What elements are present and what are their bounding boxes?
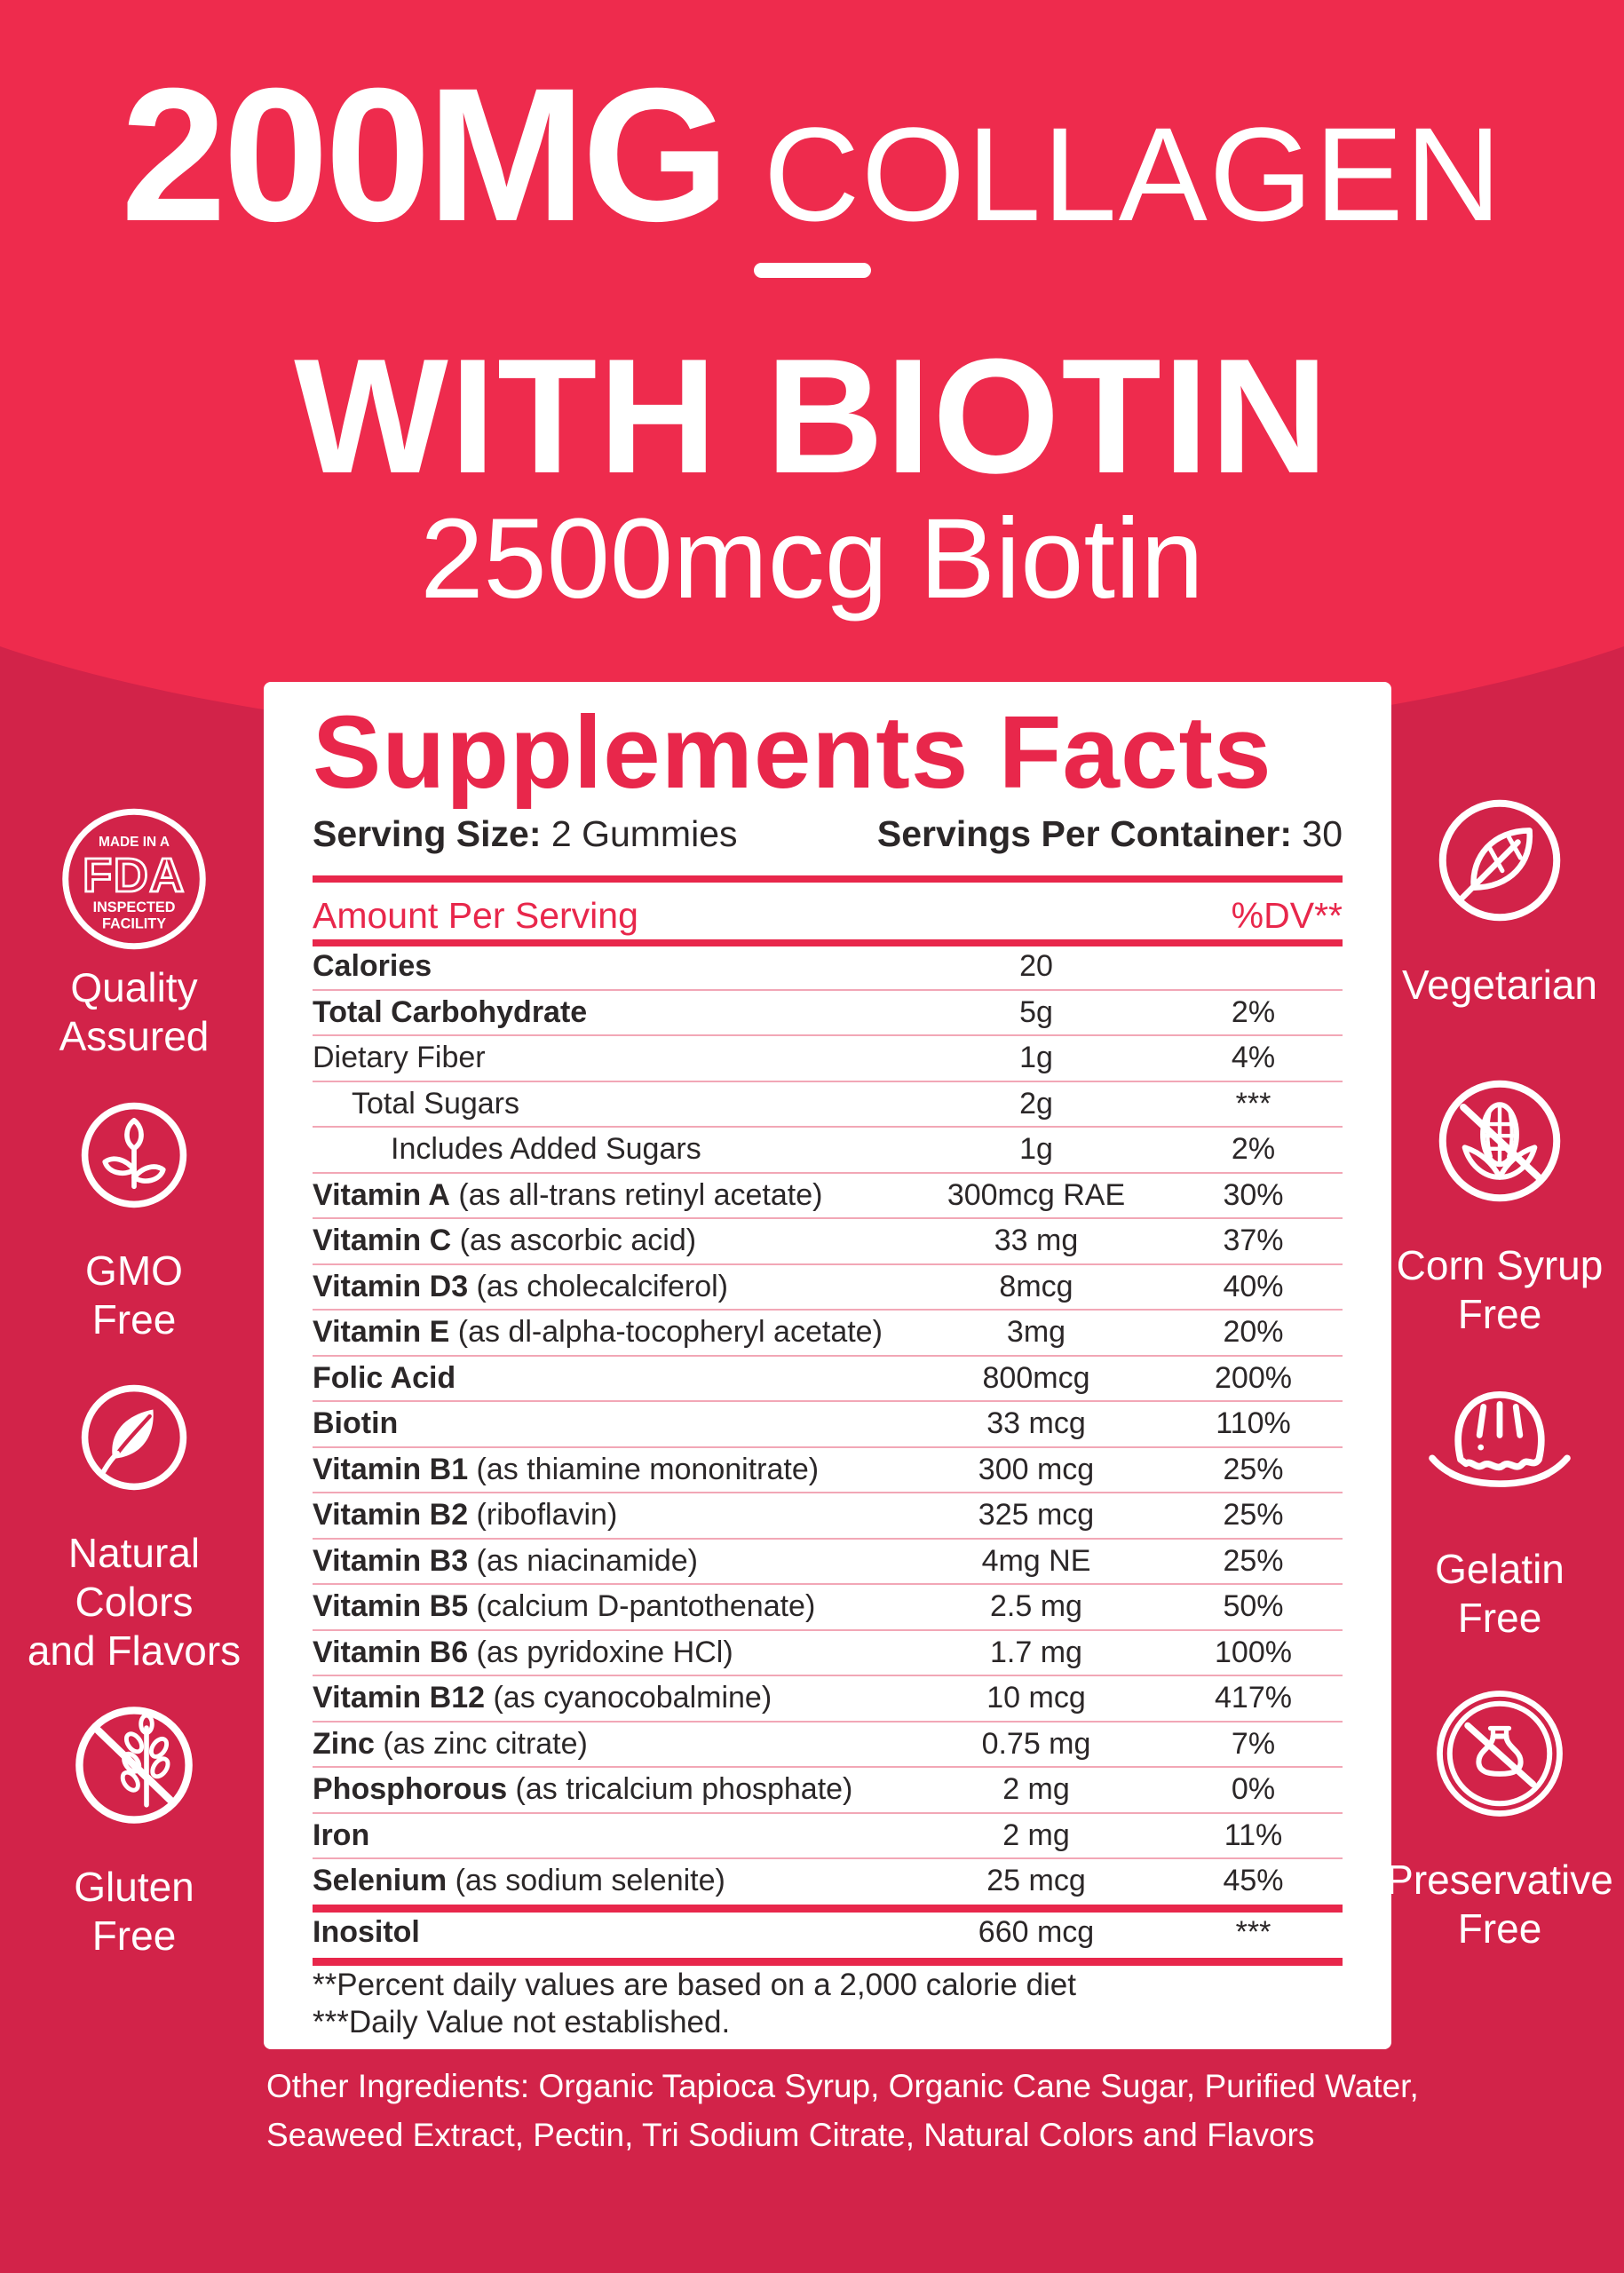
row-desc: (as cholecalciferol): [468, 1269, 728, 1303]
row-name: Vitamin B1: [313, 1452, 469, 1486]
row-desc: (as niacinamide): [468, 1543, 698, 1578]
row-dv: 40%: [1223, 1269, 1284, 1303]
row-dv: 4%: [1231, 1041, 1276, 1074]
row-dv: 37%: [1223, 1224, 1284, 1257]
row-dv: 110%: [1216, 1406, 1291, 1440]
table-row: [313, 1676, 1343, 1723]
dv-header: %DV**: [1231, 895, 1343, 936]
row-amount: 0.75 mg: [981, 1726, 1091, 1761]
row-name: Vitamin B12: [313, 1681, 486, 1715]
footnote-not-established: ***Daily Value not established.: [313, 2005, 731, 2039]
gmo-free-icon: [78, 1099, 190, 1211]
serving-size: [313, 813, 738, 855]
badge-natural-colors-and-flavors: [0, 1382, 268, 1675]
table-row: [313, 1814, 1343, 1860]
row-dv: 25%: [1223, 1452, 1284, 1486]
row-label: [313, 1864, 725, 1897]
badge-corn-syrup-free: [1375, 1076, 1624, 1339]
natural-colors-icon: [78, 1382, 190, 1493]
table-row: [313, 1219, 1343, 1265]
row-label: [313, 1589, 815, 1623]
row-amount: 33 mg: [994, 1224, 1079, 1257]
facts-title: Supplements Facts: [313, 694, 1272, 810]
row-dv: ***: [1235, 1086, 1271, 1121]
row-name: Vitamin B3: [313, 1543, 469, 1578]
row-name: Biotin: [313, 1406, 399, 1440]
facts-column-headers: [313, 895, 1343, 937]
serving-size-label: Serving Size:: [313, 813, 542, 854]
other-ingredients: Other Ingredients: Organic Tapioca Syrup, Organic Cane Sugar, Purified Water, Seaweed Extract, Pectin, Tri Sodium Citrate, Natural Colors and Flavors: [266, 2068, 1419, 2153]
row-dv: 0%: [1231, 1772, 1276, 1806]
row-label: [313, 1544, 698, 1578]
row-label: [313, 995, 587, 1029]
row-amount: 10 mcg: [986, 1681, 1086, 1715]
badge-label: Gelatin Free: [1435, 1546, 1565, 1641]
row-name: Dietary Fiber: [313, 1041, 486, 1074]
table-row: [313, 1265, 1343, 1311]
row-name: Calories: [313, 949, 432, 983]
table-row: [313, 1911, 1343, 1957]
row-amount: 2 mg: [1002, 1818, 1070, 1852]
badge-preservative-free: [1375, 1687, 1624, 1953]
row-amount: 33 mcg: [986, 1406, 1086, 1440]
table-row: [313, 1174, 1343, 1220]
supplement-facts-panel: [264, 682, 1391, 2049]
row-desc: (as all-trans retinyl acetate): [449, 1177, 823, 1212]
row-amount: 4mg NE: [981, 1543, 1091, 1578]
table-row: [313, 1357, 1343, 1403]
row-dv: 100%: [1215, 1635, 1292, 1669]
row-label: [313, 1361, 456, 1395]
facts-table-rows: [313, 945, 1343, 1905]
table-row: [313, 1402, 1343, 1448]
row-dv: 7%: [1231, 1726, 1276, 1761]
badge-label: Vegetarian: [1402, 962, 1597, 1008]
row-name: Phosphorous: [313, 1772, 508, 1806]
rule-thick: [313, 875, 1343, 883]
row-amount: 800mcg: [982, 1360, 1090, 1395]
row-desc: (as zinc citrate): [374, 1726, 588, 1761]
title-collagen: COLLAGEN: [763, 99, 1503, 249]
badge-column-right: [1375, 0, 1624, 2273]
badge-label: Quality Assured: [59, 964, 210, 1059]
subtitle-with-biotin: WITH BIOTIN: [294, 324, 1330, 507]
title-amount: 200MG: [121, 49, 726, 261]
row-dv: 30%: [1223, 1177, 1284, 1212]
row-label: [313, 1315, 883, 1349]
row-name: Total Sugars: [352, 1086, 519, 1121]
row-dv: 20%: [1223, 1315, 1284, 1349]
table-row: [313, 1448, 1343, 1494]
row-name: Vitamin A: [313, 1177, 450, 1212]
row-amount: 5g: [1019, 994, 1053, 1029]
badge-vegetarian: [1375, 796, 1624, 1010]
corn-syrup-free-icon: [1435, 1076, 1565, 1206]
serving-size-value: 2 Gummies: [551, 813, 738, 854]
row-label: [313, 1681, 772, 1715]
row-name: Vitamin C: [313, 1224, 452, 1257]
row-label: [352, 1087, 519, 1121]
row-amount: 2.5 mg: [990, 1589, 1082, 1623]
subtitle-biotin-amount: 2500mcg Biotin: [420, 495, 1204, 622]
row-name: Folic Acid: [313, 1360, 456, 1395]
badge-label: Corn Syrup Free: [1396, 1242, 1604, 1337]
servings-per-container: [877, 813, 1343, 855]
row-amount: 325 mcg: [978, 1498, 1095, 1532]
badge-label: Natural Colors and Flavors: [27, 1530, 242, 1674]
table-row: [313, 1723, 1343, 1769]
row-amount: 300mcg RAE: [947, 1177, 1126, 1212]
table-row: [313, 1082, 1343, 1129]
row-label: [313, 1224, 696, 1257]
table-row: [313, 1128, 1343, 1174]
badge-label: GMO Free: [85, 1247, 183, 1342]
row-dv: 2%: [1231, 994, 1276, 1029]
row-label: [313, 1406, 398, 1440]
row-label: [313, 1727, 588, 1761]
row-dv: 25%: [1223, 1543, 1284, 1578]
row-name: Includes Added Sugars: [391, 1132, 701, 1166]
row-amount: 1.7 mg: [990, 1635, 1082, 1669]
row-dv: 25%: [1223, 1498, 1284, 1532]
gluten-free-icon: [72, 1703, 196, 1827]
row-dv: 50%: [1223, 1589, 1284, 1623]
row-label: [313, 1270, 728, 1303]
row-desc: (as dl-alpha-tocopheryl acetate): [449, 1315, 883, 1349]
row-label: [313, 1041, 486, 1074]
row-name: Vitamin B6: [313, 1635, 469, 1669]
row-dv: 200%: [1215, 1360, 1292, 1395]
row-label: [313, 1178, 822, 1212]
row-name: Vitamin E: [313, 1315, 450, 1349]
footnote-dv: **Percent daily values are based on a 2,000 calorie diet: [313, 1968, 1076, 2002]
fda-badge-icon: [56, 804, 212, 954]
row-desc: (as tricalcium phosphate): [507, 1772, 853, 1806]
badge-column-left: [0, 0, 268, 2273]
row-desc: (calcium D-pantothenate): [468, 1589, 816, 1623]
table-row: [313, 991, 1343, 1037]
badge-label: Preservative Free: [1386, 1857, 1613, 1952]
row-name: Vitamin B5: [313, 1589, 469, 1623]
table-row: [313, 1585, 1343, 1631]
row-amount: 3mg: [1006, 1315, 1066, 1349]
table-row: [313, 1036, 1343, 1082]
row-label: [313, 1818, 369, 1852]
row-name: Zinc: [313, 1726, 375, 1761]
row-name: Total Carbohydrate: [313, 994, 588, 1029]
row-label: [313, 949, 432, 983]
row-amount: 300 mcg: [978, 1452, 1095, 1486]
row-label: [313, 1915, 420, 1949]
amount-per-serving-header: Amount Per Serving: [313, 895, 638, 936]
servings-value: 30: [1302, 813, 1343, 854]
row-desc: (as thiamine mononitrate): [468, 1452, 820, 1486]
row-name: Vitamin B2: [313, 1498, 469, 1532]
row-dv: 11%: [1224, 1818, 1283, 1852]
row-amount: 1g: [1019, 1132, 1053, 1166]
preservative-free-icon: [1433, 1687, 1566, 1820]
row-desc: (as cyanocobalmine): [485, 1681, 772, 1715]
row-amount: 1g: [1019, 1041, 1053, 1074]
table-row: [313, 1540, 1343, 1586]
row-dv: 45%: [1223, 1864, 1284, 1897]
row-amount: 2g: [1019, 1086, 1053, 1121]
row-label: [313, 1453, 819, 1486]
table-row: [313, 945, 1343, 991]
row-amount: 8mcg: [999, 1269, 1073, 1303]
row-amount: 2 mg: [1002, 1772, 1070, 1806]
badge-quality-assured: [0, 804, 268, 1061]
vegetarian-icon: [1435, 796, 1565, 925]
row-dv: 417%: [1215, 1681, 1292, 1715]
facts-table-footer-row: [313, 1911, 1343, 1957]
row-desc: (as sodium selenite): [447, 1864, 725, 1897]
row-name: Inositol: [313, 1915, 420, 1949]
badge-gluten-free: [0, 1703, 268, 1960]
row-label: [391, 1132, 701, 1166]
table-row: [313, 1493, 1343, 1540]
row-amount: 660 mcg: [978, 1915, 1095, 1949]
badge-label: Gluten Free: [74, 1864, 194, 1959]
row-amount: 25 mcg: [986, 1864, 1086, 1897]
rule-thick: [313, 1958, 1343, 1966]
row-label: [313, 1772, 852, 1806]
row-name: Vitamin D3: [313, 1269, 469, 1303]
gelatin-free-icon: [1417, 1374, 1582, 1509]
table-row: [313, 1311, 1343, 1357]
badge-gelatin-free: [1375, 1374, 1624, 1643]
row-name: Selenium: [313, 1864, 448, 1897]
serving-row: [313, 813, 1343, 855]
table-row: [313, 1768, 1343, 1814]
badge-gmo-free: [0, 1099, 268, 1344]
row-dv: 2%: [1231, 1132, 1276, 1166]
row-amount: 20: [1019, 949, 1053, 983]
row-desc: (as pyridoxine HCl): [468, 1635, 733, 1669]
row-name: Iron: [313, 1818, 370, 1852]
row-label: [313, 1635, 733, 1669]
title-divider: [754, 263, 871, 278]
table-row: [313, 1631, 1343, 1677]
row-desc: (riboflavin): [468, 1498, 618, 1532]
table-row: [313, 1859, 1343, 1905]
row-desc: (as ascorbic acid): [451, 1224, 697, 1257]
servings-label: Servings Per Container:: [876, 813, 1292, 854]
row-dv: ***: [1235, 1915, 1271, 1949]
row-label: [313, 1498, 617, 1532]
